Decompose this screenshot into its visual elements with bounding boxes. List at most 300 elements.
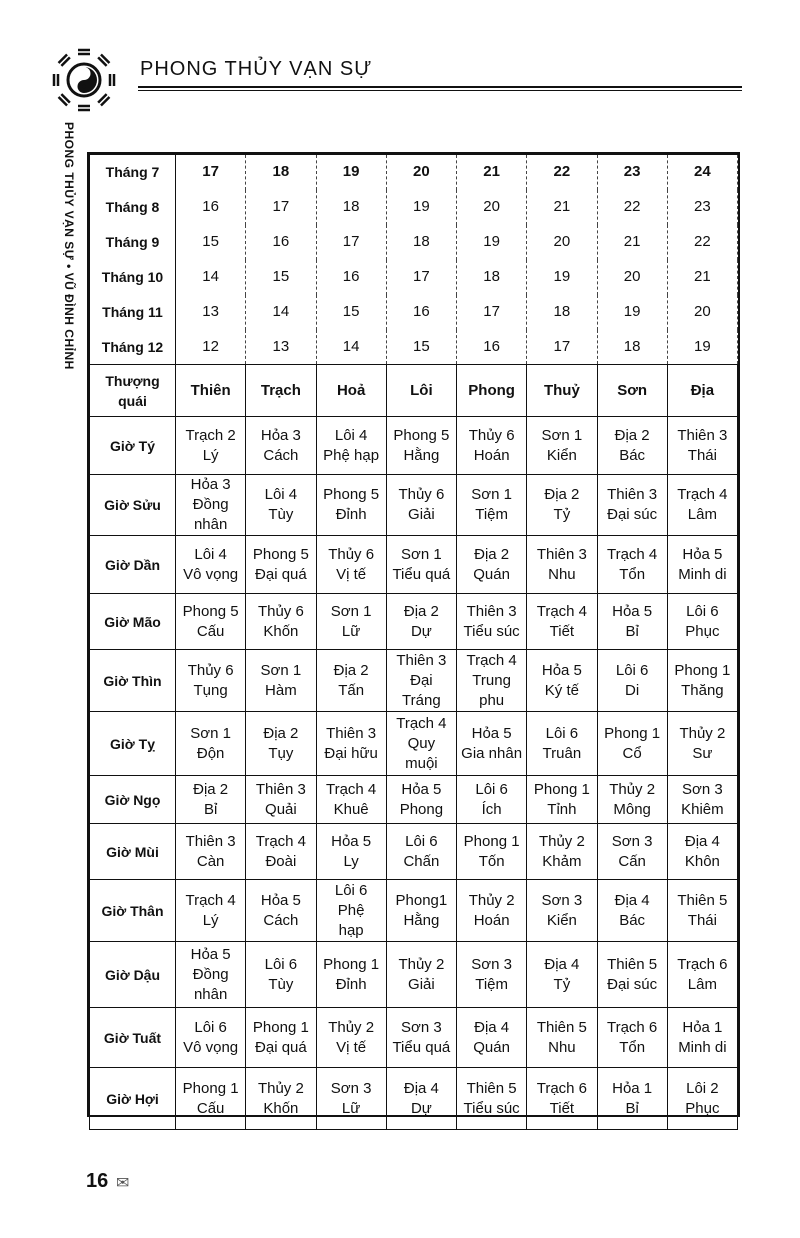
hexagram-cell: [176, 776, 246, 824]
hexagram-cell-line: Sư: [692, 744, 713, 762]
month-value-cell: 19: [457, 225, 527, 260]
hexagram-cell-line: Trung: [472, 671, 511, 689]
hexagram-cell-line: Trạch 4: [606, 545, 658, 563]
hexagram-cell-line: Gia nhân: [461, 744, 523, 762]
hexagram-cell-line: Đại hữu: [324, 744, 378, 762]
hexagram-cell-line: Quán: [473, 1038, 510, 1056]
hexagram-cell: [176, 536, 246, 594]
hexagram-cell: [597, 417, 667, 475]
hexagram-cell-line: Lôi 6: [475, 780, 508, 798]
hexagram-cell-line: Cổ: [622, 744, 642, 762]
hexagram-cell-line: Lữ: [341, 622, 361, 640]
hexagram-cell: [386, 942, 456, 1008]
hexagram-cell-line: Nhu: [548, 1038, 576, 1056]
hexagram-cell-line: Sơn 3: [471, 955, 512, 973]
hexagram-cell-line: Sơn 3: [611, 832, 653, 850]
month-value-cell: 21: [527, 190, 597, 225]
hexagram-cell-line: Thủy 6: [398, 486, 445, 503]
hexagram-cell: [386, 824, 456, 880]
hexagram-cell-line: Hỏa 5: [612, 602, 653, 620]
hexagram-cell-line: Tổn: [619, 1038, 646, 1056]
hexagram-cell-line: Lâm: [687, 506, 717, 523]
hour-label: Giờ Ngọ: [90, 776, 176, 824]
hexagram-cell-line: Hằng: [403, 911, 440, 929]
hexagram-cell-line: Trạch 4: [677, 486, 728, 503]
month-value-cell: 14: [246, 295, 316, 330]
hexagram-cell-line: Tỉnh: [547, 800, 577, 818]
month-value-cell: 21: [667, 260, 737, 295]
hexagram-cell: [246, 880, 316, 942]
hexagram-cell-line: Đại quá: [255, 565, 307, 583]
hexagram-cell: [316, 650, 386, 712]
hour-label: Giờ Tuất: [90, 1008, 176, 1068]
month-value-cell: 19: [667, 330, 737, 365]
hexagram-cell-line: Phong 1: [674, 661, 731, 679]
hexagram-cell: [176, 594, 246, 650]
hexagram-cell-line: Thủy 2: [328, 1018, 375, 1036]
month-value-cell: 19: [597, 295, 667, 330]
hexagram-cell-line: Tụy: [268, 744, 294, 762]
hexagram-cell: [457, 536, 527, 594]
hexagram-cell-line: Ký tế: [544, 681, 579, 699]
hexagram-cell-line: Hoán: [473, 911, 510, 929]
hexagram-cell-line: Hoán: [473, 446, 510, 464]
hexagram-cell-line: Tiết: [549, 622, 575, 640]
hexagram-cell-line: Bác: [619, 446, 646, 464]
hexagram-cell-line: Sơn 1: [541, 426, 583, 444]
hexagram-cell-line: Ích: [481, 800, 502, 818]
month-label: Tháng 7: [90, 155, 176, 190]
hexagram-cell-line: Bỉ: [625, 622, 639, 640]
hexagram-cell: [176, 712, 246, 776]
hexagram-table: [89, 154, 738, 1130]
hexagram-cell-line: Thủy 2: [257, 1079, 304, 1097]
hexagram-cell-line: Thiên 3: [607, 486, 658, 503]
hexagram-cell-line: Đỉnh: [335, 975, 367, 993]
hexagram-cell-line: Thiên 3: [185, 832, 236, 850]
hexagram-cell-line: Lôi 6: [264, 955, 298, 973]
month-value-cell: 20: [597, 260, 667, 295]
hexagram-cell-line: Tùy: [268, 975, 294, 993]
hexagram-cell-line: Thăng: [681, 681, 724, 699]
hexagram-cell-line: Đại súc: [607, 506, 658, 523]
month-value-cell: 24: [667, 155, 737, 190]
hexagram-cell-line: Kiển: [546, 446, 577, 464]
hexagram-cell-line: Thiên 5: [466, 1079, 517, 1097]
hexagram-cell: [667, 880, 737, 942]
hexagram-cell-line: Tiểu súc: [463, 622, 520, 640]
hexagram-cell: [246, 1068, 316, 1130]
hexagram-cell: [246, 712, 316, 776]
hexagram-cell: [316, 594, 386, 650]
hexagram-cell: [457, 776, 527, 824]
hexagram-cell-line: Lý: [202, 911, 219, 929]
hexagram-cell-line: Thiên 3: [677, 426, 728, 444]
hexagram-cell-line: Thủy 2: [538, 832, 585, 850]
hexagram-cell-line: Phong: [399, 800, 444, 818]
hexagram-cell-line: Dự: [410, 622, 432, 640]
hexagram-cell: [667, 824, 737, 880]
month-value-cell: 16: [246, 225, 316, 260]
hexagram-cell-line: Lôi 6: [615, 661, 649, 679]
hexagram-cell-line: Địa 2: [263, 724, 299, 742]
hexagram-cell-line: Tụng: [193, 681, 228, 699]
month-value-cell: 15: [176, 225, 246, 260]
hexagram-cell-line: Cách: [263, 446, 299, 464]
hexagram-cell-line: Địa 2: [614, 426, 650, 444]
hexagram-cell-line: Phục: [685, 1099, 720, 1117]
hexagram-cell-line: Địa 2: [474, 545, 510, 563]
hexagram-cell-line: Tùy: [268, 506, 294, 523]
month-value-cell: 18: [527, 295, 597, 330]
month-value-cell: 21: [597, 225, 667, 260]
hexagram-cell: [316, 712, 386, 776]
month-row: [90, 330, 738, 365]
hexagram-cell: [246, 942, 316, 1008]
hexagram-cell-line: nhân: [193, 516, 228, 533]
hexagram-cell-line: Thủy 6: [187, 661, 234, 679]
month-value-cell: 23: [597, 155, 667, 190]
bagua-logo-icon: [44, 40, 124, 116]
hexagram-cell-line: Tiệm: [475, 506, 509, 523]
hexagram-cell-line: Nhu: [548, 565, 576, 583]
hexagram-cell: [597, 776, 667, 824]
trigram-cell: Phong: [457, 365, 527, 417]
hexagram-cell-line: Hỏa 5: [682, 545, 723, 563]
month-value-cell: 20: [386, 155, 456, 190]
hexagram-cell: [316, 536, 386, 594]
hexagram-cell: [386, 1068, 456, 1130]
hexagram-cell-line: Tổn: [619, 565, 646, 583]
hour-row: [90, 942, 738, 1008]
trigram-cell: Địa: [667, 365, 737, 417]
page-ornament-icon: ✉: [116, 1175, 130, 1192]
hexagram-cell: [597, 650, 667, 712]
hexagram-cell: [246, 650, 316, 712]
hexagram-cell: [667, 417, 737, 475]
hexagram-cell: [457, 417, 527, 475]
hexagram-cell: [597, 880, 667, 942]
hexagram-cell-line: Quán: [473, 565, 510, 583]
month-label: Tháng 12: [90, 330, 176, 365]
hexagram-cell-line: Thủy 6: [328, 545, 375, 563]
hexagram-cell-line: Hỏa 1: [682, 1018, 723, 1036]
trigram-cell: Hoả: [316, 365, 386, 417]
hexagram-cell-line: Sơn 1: [190, 724, 231, 742]
hexagram-cell: [246, 824, 316, 880]
hexagram-cell-line: Địa 4: [544, 955, 580, 973]
month-label: Tháng 9: [90, 225, 176, 260]
hexagram-cell: [316, 475, 386, 536]
hexagram-cell: [527, 594, 597, 650]
hexagram-cell-line: Phong 5: [182, 602, 239, 620]
hexagram-cell: [457, 1008, 527, 1068]
hexagram-cell: [667, 942, 737, 1008]
month-value-cell: 17: [246, 190, 316, 225]
month-value-cell: 15: [246, 260, 316, 295]
hexagram-cell: [527, 712, 597, 776]
hexagram-cell: [386, 776, 456, 824]
hexagram-cell-line: Thủy 2: [398, 955, 445, 973]
hexagram-cell-line: Địa 4: [474, 1018, 510, 1036]
hexagram-cell-line: Đại quá: [255, 1038, 307, 1056]
hexagram-cell: [597, 1008, 667, 1068]
hour-row: [90, 650, 738, 712]
month-value-cell: 16: [386, 295, 456, 330]
month-row: [90, 225, 738, 260]
month-value-cell: 16: [457, 330, 527, 365]
hexagram-cell-line: Minh di: [678, 1038, 727, 1056]
hexagram-cell: [527, 824, 597, 880]
hexagram-cell-line: Lôi 4: [194, 545, 227, 563]
hexagram-cell-line: Trạch 4: [466, 651, 517, 669]
hexagram-cell-line: Lý: [202, 446, 219, 464]
hexagram-cell-line: hạp: [338, 921, 364, 939]
hexagram-cell: [386, 594, 456, 650]
month-value-cell: 20: [527, 225, 597, 260]
hexagram-cell: [527, 1008, 597, 1068]
hexagram-cell-line: Cách: [263, 911, 299, 929]
hexagram-cell-line: Địa 2: [544, 486, 580, 503]
hexagram-cell-line: Trạch 4: [396, 714, 447, 732]
hexagram-cell: [597, 536, 667, 594]
hexagram-cell-line: Độn: [196, 744, 225, 762]
hexagram-cell-line: Thiên 3: [326, 724, 377, 742]
hexagram-cell: [667, 475, 737, 536]
hexagram-cell-line: Lôi 4: [264, 486, 298, 503]
month-row: [90, 260, 738, 295]
hexagram-cell-line: Dự: [410, 1099, 432, 1117]
hexagram-cell-line: Phong 1: [182, 1079, 239, 1097]
month-value-cell: 18: [386, 225, 456, 260]
hexagram-cell: [457, 880, 527, 942]
hexagram-cell: [457, 942, 527, 1008]
hexagram-cell-line: Tỷ: [553, 975, 571, 993]
hexagram-cell-line: Đại: [410, 671, 433, 689]
hexagram-cell-line: Hỏa 1: [612, 1079, 653, 1097]
hexagram-cell-line: Phong1: [395, 891, 448, 909]
hexagram-table-body: [90, 155, 738, 1130]
hexagram-cell-line: Lữ: [341, 1099, 361, 1117]
hexagram-cell: [527, 417, 597, 475]
hexagram-cell-line: Tỷ: [553, 506, 571, 523]
hexagram-cell: [457, 475, 527, 536]
hexagram-cell-line: Trạch 4: [536, 602, 588, 620]
hexagram-cell-line: Trạch 6: [677, 955, 728, 973]
hexagram-cell: [386, 880, 456, 942]
hexagram-cell-line: Sơn 1: [401, 545, 442, 563]
hexagram-cell-line: Phong 1: [252, 1018, 309, 1036]
hexagram-cell-line: Lôi 6: [334, 881, 368, 899]
hexagram-cell-line: Minh di: [678, 565, 727, 583]
month-value-cell: 17: [176, 155, 246, 190]
hexagram-cell-line: Hằng: [403, 446, 440, 464]
hexagram-cell: [316, 1068, 386, 1130]
hour-row: [90, 536, 738, 594]
hexagram-cell-line: Địa 4: [684, 832, 720, 850]
hexagram-cell: [176, 417, 246, 475]
hour-label: Giờ Thìn: [90, 650, 176, 712]
hexagram-cell: [386, 417, 456, 475]
hour-row: [90, 1008, 738, 1068]
hexagram-cell: [176, 942, 246, 1008]
hexagram-cell: [386, 650, 456, 712]
hexagram-cell-line: Thủy 6: [468, 426, 515, 444]
hexagram-cell-line: Quy: [407, 734, 436, 752]
month-value-cell: 21: [457, 155, 527, 190]
hexagram-cell-line: Hỏa 5: [190, 945, 231, 963]
hexagram-cell-line: nhân: [193, 985, 228, 1003]
upper-trigram-label: [90, 365, 176, 417]
hexagram-cell-line: Phong 1: [323, 955, 380, 973]
hexagram-cell-line: Càn: [196, 852, 225, 870]
hexagram-cell-line: Hỏa 5: [260, 891, 301, 909]
hexagram-cell-line: Trạch 4: [255, 832, 307, 850]
hour-label: Giờ Dậu: [90, 942, 176, 1008]
hexagram-cell-line: Tiệm: [475, 975, 509, 993]
hexagram-cell: [667, 594, 737, 650]
hexagram-cell-line: Trạch 2: [185, 426, 236, 444]
hexagram-cell-line: Tiểu quá: [392, 565, 451, 583]
hexagram-cell: [667, 1068, 737, 1130]
hexagram-cell-line: Lôi 6: [545, 724, 579, 742]
hexagram-cell: [457, 650, 527, 712]
hexagram-cell-line: Đỉnh: [335, 506, 367, 523]
hexagram-cell-line: Phong 1: [533, 780, 590, 798]
hour-row: [90, 1068, 738, 1130]
hexagram-cell: [597, 594, 667, 650]
hexagram-cell: [527, 880, 597, 942]
hexagram-cell-line: Tiểu súc: [463, 1099, 520, 1117]
page-number: 16: [86, 1170, 109, 1192]
month-value-cell: 18: [597, 330, 667, 365]
hexagram-cell-line: Lâm: [687, 975, 717, 993]
hexagram-cell-line: Cấu: [196, 622, 225, 640]
trigram-cell: Thuỷ: [527, 365, 597, 417]
hexagram-cell-line: Tiết: [549, 1099, 575, 1117]
hexagram-cell: [246, 1008, 316, 1068]
header-rule-thin: [138, 90, 742, 91]
hexagram-cell-line: Khiêm: [681, 800, 724, 818]
hexagram-cell-line: Địa 4: [403, 1079, 439, 1097]
month-value-cell: 18: [316, 190, 386, 225]
hexagram-cell-line: Lôi 6: [405, 832, 438, 850]
month-value-cell: 12: [176, 330, 246, 365]
hexagram-cell: [527, 650, 597, 712]
hexagram-cell-line: Giải: [408, 975, 435, 993]
hexagram-cell-line: Thiên 5: [607, 955, 658, 973]
hexagram-cell: [176, 824, 246, 880]
hexagram-cell-line: Quải: [265, 800, 297, 818]
hexagram-cell: [457, 1068, 527, 1130]
hexagram-cell-line: Địa 2: [193, 780, 229, 798]
hexagram-cell-line: Vô vọng: [183, 1038, 239, 1056]
hexagram-cell-line: Đồng: [192, 965, 229, 983]
month-value-cell: 20: [457, 190, 527, 225]
hexagram-table-container: [87, 152, 740, 1117]
hexagram-cell-line: Phong 5: [323, 486, 380, 503]
month-value-cell: 18: [246, 155, 316, 190]
hexagram-cell-line: Sơn 3: [541, 891, 583, 909]
hour-label: Giờ Mùi: [90, 824, 176, 880]
hour-label: Giờ Mão: [90, 594, 176, 650]
hexagram-cell: [316, 942, 386, 1008]
hexagram-cell-line: Khôn: [684, 852, 720, 870]
hexagram-cell-line: Địa 2: [403, 602, 439, 620]
hexagram-cell-line: Địa 2: [333, 661, 369, 679]
hexagram-cell: [667, 776, 737, 824]
hexagram-cell-line: Bỉ: [625, 1099, 639, 1117]
trigram-cell: Lôi: [386, 365, 456, 417]
trigram-cell: Thiên: [176, 365, 246, 417]
month-label: Tháng 10: [90, 260, 176, 295]
hexagram-cell-line: Tấn: [338, 681, 365, 699]
hexagram-cell-line: Trạch 6: [606, 1018, 658, 1036]
hexagram-cell-line: Khảm: [542, 852, 582, 870]
month-value-cell: 19: [316, 155, 386, 190]
hexagram-cell: [597, 712, 667, 776]
hexagram-cell-line: Vị tế: [336, 1038, 367, 1056]
hexagram-cell-line: Lôi 6: [194, 1018, 227, 1036]
hexagram-cell-line: phu: [479, 691, 505, 709]
upper-trigram-label-line2: quái: [118, 392, 147, 409]
hexagram-cell: [176, 1008, 246, 1068]
hexagram-cell: [527, 776, 597, 824]
hexagram-cell-line: Đại súc: [607, 975, 658, 993]
hexagram-cell-line: Khốn: [263, 622, 299, 640]
hexagram-cell-line: Phong 1: [604, 724, 661, 742]
hexagram-cell: [316, 417, 386, 475]
hexagram-cell-line: Tốn: [478, 852, 505, 870]
hexagram-cell: [316, 1008, 386, 1068]
hexagram-cell-line: Hàm: [265, 681, 297, 699]
hour-label: Giờ Hợi: [90, 1068, 176, 1130]
month-label: Tháng 11: [90, 295, 176, 330]
hexagram-cell-line: Cấn: [618, 852, 646, 870]
hexagram-cell-line: Truân: [542, 744, 582, 762]
hexagram-cell-line: Hỏa 5: [401, 780, 442, 798]
month-value-cell: 14: [316, 330, 386, 365]
side-running-title: PHONG THỦY VẠN SỰ • VŨ ĐÌNH CHỈNH: [62, 122, 76, 370]
month-row: [90, 155, 738, 190]
hexagram-cell: [246, 475, 316, 536]
hour-row: [90, 417, 738, 475]
hexagram-cell-line: Thủy 2: [468, 891, 515, 909]
page-header-title: PHONG THỦY VẠN SỰ: [140, 58, 373, 80]
month-value-cell: 18: [457, 260, 527, 295]
hexagram-cell-line: Thiên 5: [677, 891, 728, 909]
month-value-cell: 15: [386, 330, 456, 365]
hexagram-cell-line: Phệ: [337, 901, 365, 919]
month-value-cell: 13: [176, 295, 246, 330]
hexagram-cell-line: Lôi 4: [334, 426, 368, 444]
hexagram-cell-line: Phục: [685, 622, 720, 640]
hexagram-cell-line: Thiên 3: [396, 651, 447, 669]
hexagram-cell-line: Giải: [408, 506, 435, 523]
hexagram-cell-line: Trạch 4: [185, 891, 236, 909]
hexagram-cell: [527, 475, 597, 536]
hexagram-cell: [386, 712, 456, 776]
hexagram-cell: [386, 536, 456, 594]
upper-trigram-row: [90, 365, 738, 417]
hexagram-cell-line: muội: [405, 754, 438, 772]
hour-label: Giờ Tý: [90, 417, 176, 475]
hexagram-cell-line: Sơn 3: [682, 780, 723, 798]
hour-row: [90, 824, 738, 880]
month-value-cell: 17: [527, 330, 597, 365]
hexagram-cell-line: Tráng: [402, 691, 441, 709]
month-value-cell: 22: [527, 155, 597, 190]
